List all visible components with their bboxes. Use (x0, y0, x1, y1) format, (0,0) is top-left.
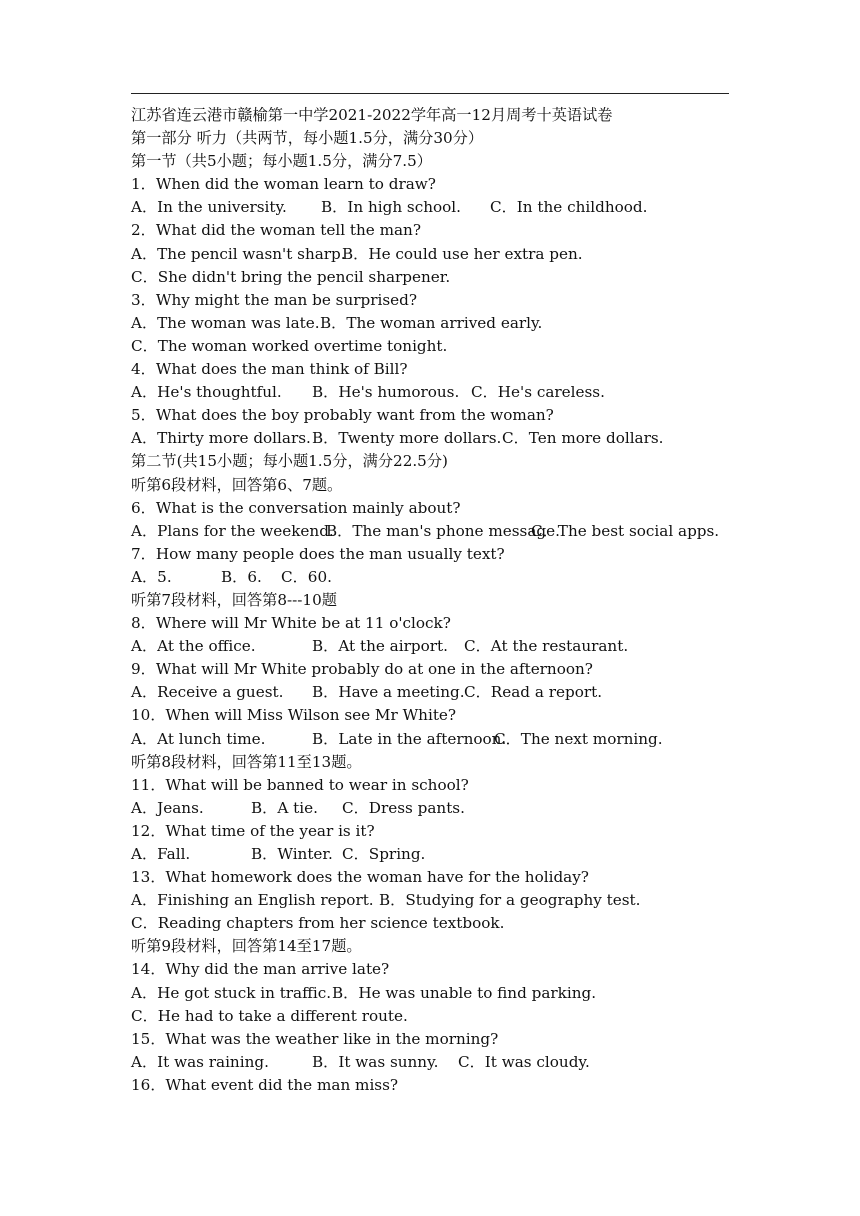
option-b: B．He could use her extra pen. (342, 244, 583, 263)
option-c: C．The best social apps. (531, 521, 720, 540)
passage-intro: 听第8段材料，回答第11至13题。 (131, 752, 362, 771)
question-stem: 6．What is the conversation mainly about? (131, 498, 461, 517)
option-c: C．Reading chapters from her science textbook. (131, 914, 505, 933)
option-c: C．The next morning. (494, 729, 663, 748)
question-stem: 10．When will Miss Wilson see Mr White? (131, 706, 457, 725)
section-heading: 第二节(共15小题；每小题1.5分，满分22.5分) (131, 452, 448, 471)
options-row (131, 982, 751, 1005)
option-b: B．Late in the afternoon. (312, 729, 507, 748)
question-stem: 3．Why might the man be surprised? (131, 290, 417, 309)
passage-intro: 听第9段材料，回答第14至17题。 (131, 937, 362, 956)
option-b: B．A tie. (251, 798, 318, 817)
option-a: A．Jeans. (131, 798, 204, 817)
options-row (131, 843, 751, 866)
option-a: A．At the office. (131, 637, 256, 656)
option-c: C．In the childhood. (490, 198, 648, 217)
question-stem: 7．How many people does the man usually text? (131, 544, 505, 563)
options-row (131, 520, 751, 543)
option-b: B．The woman arrived early. (320, 313, 543, 332)
option-a: A．He's thoughtful. (131, 383, 282, 402)
question-stem: 14．Why did the man arrive late? (131, 960, 390, 979)
passage-intro: 听第7段材料，回答第8---10题 (131, 590, 337, 609)
options-row (131, 728, 751, 751)
option-c: C．It was cloudy. (458, 1052, 590, 1071)
options-row (131, 681, 751, 704)
question-stem: 5．What does the boy probably want from the woman? (131, 406, 554, 425)
question-stem: 12．What time of the year is it? (131, 821, 375, 840)
option-c: C．He had to take a different route. (131, 1006, 408, 1025)
option-a: A．The pencil wasn't sharp. (131, 244, 346, 263)
section-heading: 第一节（共5小题；每小题1.5分，满分7.5） (131, 152, 432, 171)
header-rule (131, 93, 729, 94)
option-b: B．He's humorous. (312, 383, 460, 402)
options-row (131, 635, 751, 658)
question-stem: 16．What event did the man miss? (131, 1075, 399, 1094)
option-a: A．Plans for the weekend. (131, 521, 334, 540)
options-row (131, 566, 751, 589)
question-stem: 2．What did the woman tell the man? (131, 221, 421, 240)
options-row (131, 381, 751, 404)
part-heading: 第一部分 听力（共两节，每小题1.5分，满分30分） (131, 129, 484, 148)
question-stem: 13．What homework does the woman have for the holiday? (131, 868, 589, 887)
option-c: C．Dress pants. (342, 798, 465, 817)
options-row (131, 889, 751, 912)
option-a: A．He got stuck in traffic. (131, 983, 332, 1002)
option-b: B．In high school. (321, 198, 461, 217)
question-stem: 15．What was the weather like in the morning? (131, 1029, 499, 1048)
question-stem: 8．Where will Mr White be at 11 o'clock? (131, 614, 451, 633)
option-b: B．Winter. (251, 845, 333, 863)
option-a: A．The woman was late. (131, 313, 320, 332)
option-b: B．Twenty more dollars. (312, 429, 502, 448)
option-a: A．5. (131, 567, 172, 586)
options-row (131, 266, 751, 289)
option-c: C．She didn't bring the pencil sharpener. (131, 267, 451, 286)
option-a: A．Receive a guest. (131, 683, 284, 702)
option-c: C．60. (281, 567, 332, 586)
options-row (131, 335, 751, 358)
exam-document (131, 104, 751, 1097)
options-row (131, 427, 751, 450)
option-b: B．6. (221, 567, 262, 586)
options-row (131, 243, 751, 266)
option-c: C．He's careless. (471, 383, 605, 402)
option-b: B．He was unable to find parking. (332, 983, 597, 1002)
option-a: A．In the university. (131, 198, 287, 217)
options-row (131, 797, 751, 820)
option-a: A．Fall. (131, 845, 191, 863)
option-c: C．Spring. (342, 845, 426, 863)
passage-intro: 听第6段材料，回答第6、7题。 (131, 475, 343, 494)
option-c: C．At the restaurant. (464, 637, 629, 656)
options-row (131, 1051, 751, 1074)
options-row (131, 196, 751, 219)
options-row (131, 312, 751, 335)
question-stem: 1．When did the woman learn to draw? (131, 175, 436, 194)
exam-title: 江苏省连云港市赣榆第一中学2021-2022学年高一12月周考十英语试卷 (131, 106, 613, 124)
question-stem: 4．What does the man think of Bill? (131, 360, 408, 379)
option-b: B．Have a meeting. (312, 683, 465, 702)
question-stem: 9．What will Mr White probably do at one in the afternoon? (131, 660, 593, 679)
option-b: B．At the airport. (312, 637, 448, 656)
option-a: A．At lunch time. (131, 729, 266, 748)
options-row (131, 1005, 751, 1028)
options-row (131, 912, 751, 935)
option-a: A．Thirty more dollars. (131, 429, 311, 448)
option-b: B．The man's phone message. (326, 521, 560, 540)
option-c: C．Read a report. (464, 683, 603, 702)
option-a: A．Finishing an English report. (131, 891, 374, 910)
option-c: C．Ten more dollars. (502, 429, 664, 448)
option-b: B．It was sunny. (312, 1052, 439, 1071)
option-a: A．It was raining. (131, 1052, 269, 1071)
option-b: B．Studying for a geography test. (379, 891, 641, 910)
option-c: C．The woman worked overtime tonight. (131, 336, 448, 355)
question-stem: 11．What will be banned to wear in school? (131, 775, 469, 794)
